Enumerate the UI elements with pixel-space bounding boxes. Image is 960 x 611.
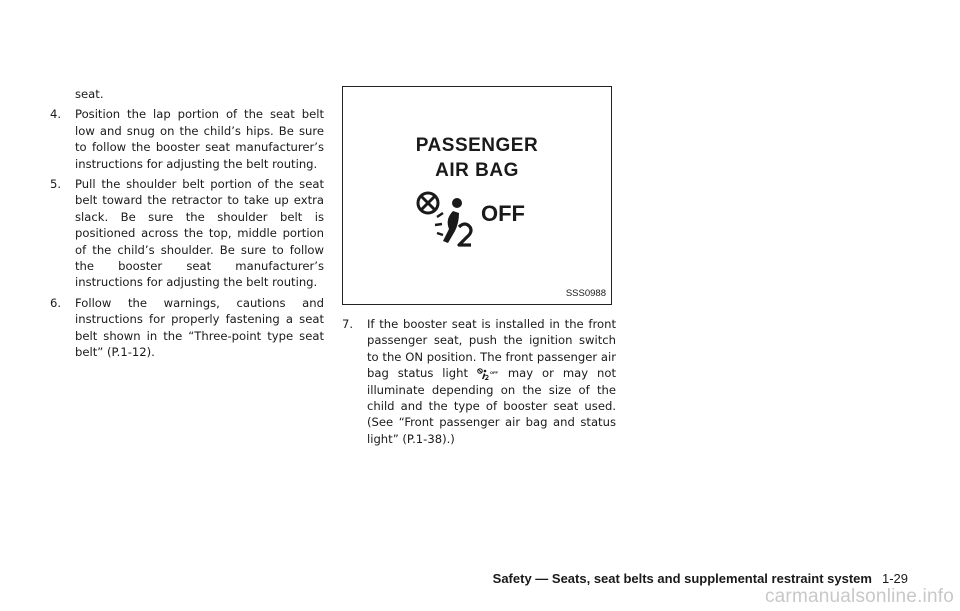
item-text: Pull the shoulder belt portion of the seat belt toward the retractor to take up extra slack. Be sure the shoulder belt is positioned across the top, middle portion of the child’s shoulder. Be sure to follow the booster seat manufacturer’s instructions for adjusting the belt routing. (75, 177, 324, 290)
item-text: Position the lap portion of the seat belt low and snug on the child’s hips. Be sure to follow the booster seat manufacturer’s instructions for adjusting the belt routing. (75, 107, 324, 171)
item-number: 7. (342, 317, 354, 331)
item-number: 6. (50, 295, 62, 310)
figure-code: SSS0988 (565, 288, 606, 299)
watermark: carmanualsonline.info (764, 586, 954, 607)
list-item (50, 106, 324, 172)
airbag-status-figure (342, 86, 612, 305)
item-number: 4. (50, 107, 62, 122)
item-text-after: may or may not illuminate depending on the size of the child and the type of booster seat used. (See “Front passenger air bag and status light” (P.1-38).) (367, 366, 617, 446)
page-number: 1-29 (881, 571, 908, 586)
list-item (50, 176, 324, 291)
figure-label-air-bag: AIR BAG (435, 160, 519, 181)
section-title: Safety — Seats, seat belts and supplemental restraint system (492, 571, 872, 586)
page-footer (493, 571, 908, 586)
left-column (50, 86, 324, 361)
svg-text:OFF: OFF (489, 370, 498, 376)
airbag-off-indicator-icon (477, 368, 497, 380)
item-number: 5. (50, 177, 62, 192)
passenger-airbag-off-icon (415, 189, 479, 251)
item-text: Follow the warnings, cautions and instructions for properly fastening a seat belt shown in the “Three-point type seat belt” (P.1-12). (75, 295, 324, 360)
list-item (50, 295, 324, 361)
right-column (342, 316, 616, 447)
item-text-before: If the booster seat is installed in the front passenger seat, push the ignition switch to the ON position. The front passenger air bag status light (367, 317, 616, 381)
continued-text: seat. (75, 87, 104, 101)
figure-status-off: OFF (481, 201, 525, 226)
figure-label-passenger: PASSENGER (415, 135, 539, 156)
list-item (342, 316, 616, 447)
